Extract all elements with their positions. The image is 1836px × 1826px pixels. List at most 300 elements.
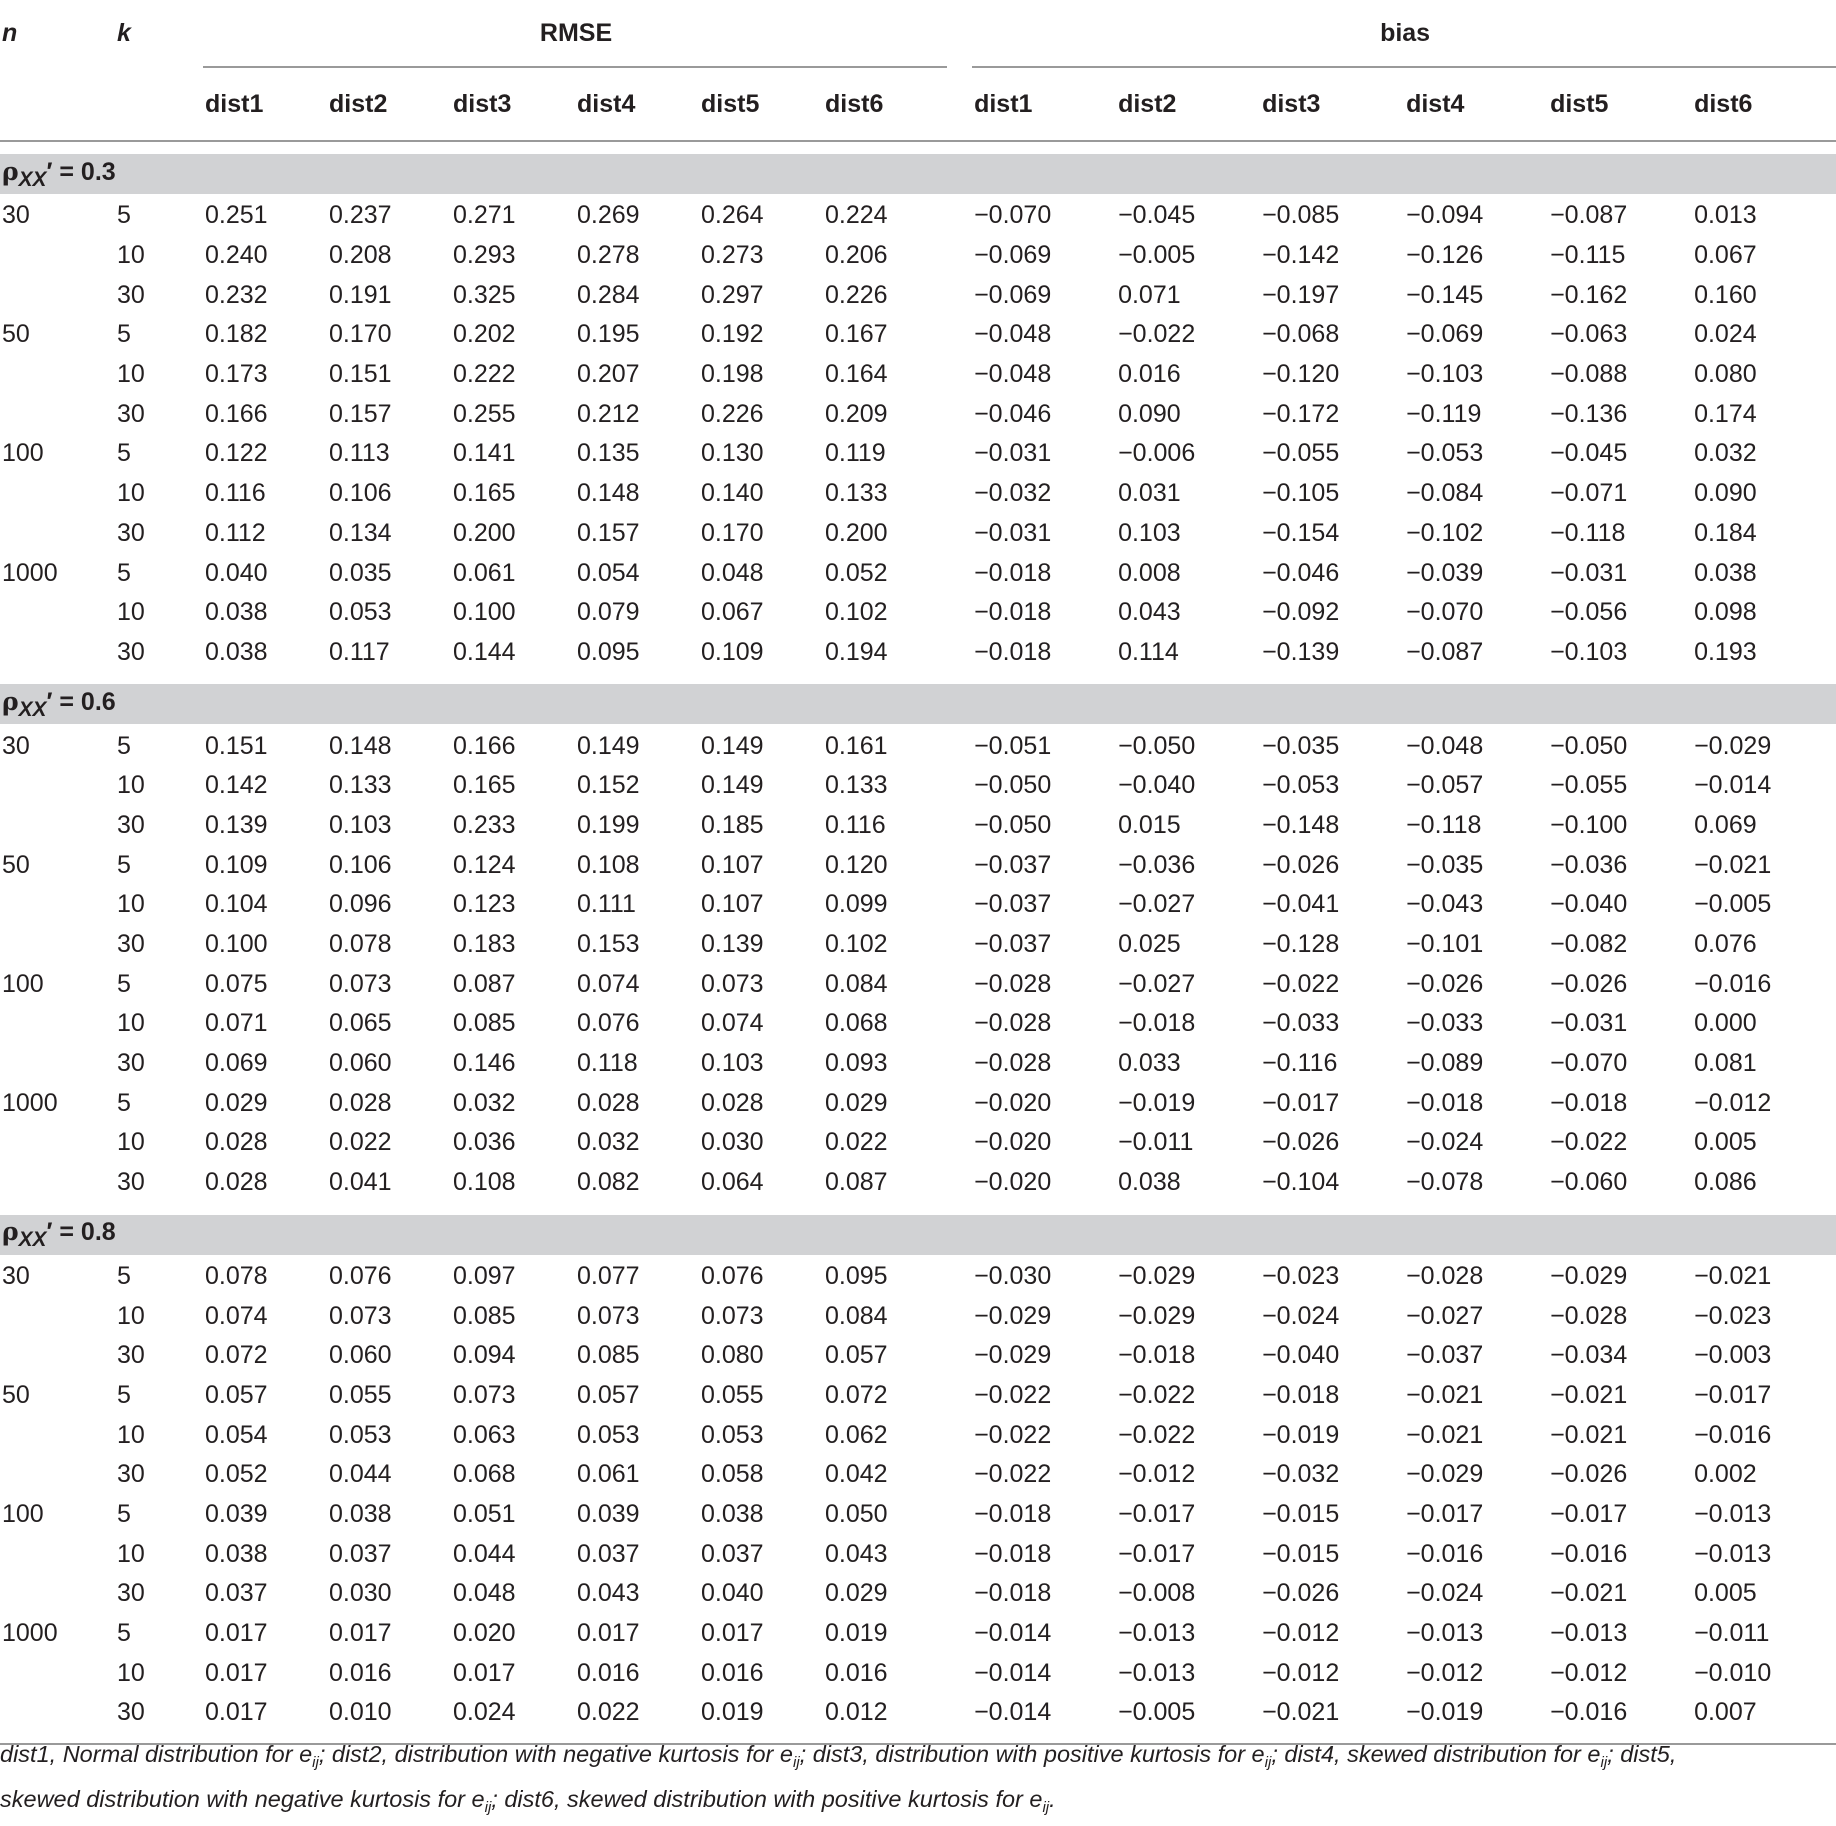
cell-bias: −0.036 [1550,850,1628,879]
cell-bias: −0.018 [1406,1088,1484,1117]
cell-gap [947,1693,972,1733]
cell-bias: −0.016 [1550,1539,1628,1568]
footnote-subscript: ij [484,1799,492,1816]
cell-gap [947,845,972,885]
section-header-row [0,684,1836,724]
cell-bias: −0.006 [1118,439,1196,468]
rho-symbol: ρ [2,1217,19,1246]
cell-rmse: 0.085 [453,1301,516,1330]
cell-bias: −0.069 [974,241,1052,270]
cell-rmse: 0.036 [453,1128,516,1157]
cell-bias: −0.050 [1118,731,1196,760]
cell-rmse: 0.099 [825,890,888,919]
cell-gap [947,1123,972,1163]
cell-bias: −0.032 [1262,1460,1340,1489]
cell-bias: −0.101 [1406,930,1484,959]
cell-bias: −0.017 [1118,1539,1196,1568]
table-row [0,514,1836,554]
cell-bias: −0.045 [1118,201,1196,230]
cell-bias: −0.029 [974,1341,1052,1370]
cell-rmse: 0.120 [825,850,888,879]
cell-bias: −0.021 [1550,1420,1628,1449]
cell-k: 30 [117,1341,145,1370]
rho-value: ′ = 0.8 [46,1218,116,1246]
cell-rmse: 0.054 [205,1420,268,1449]
cell-bias: −0.197 [1262,280,1340,309]
cell-gap [947,553,972,593]
cell-rmse: 0.095 [577,637,640,666]
cell-rmse: 0.325 [453,280,516,309]
cell-bias: −0.018 [974,637,1052,666]
cell-rmse: 0.278 [577,241,640,270]
cell-bias: −0.070 [974,201,1052,230]
cell-n [0,925,115,965]
cell-rmse: 0.085 [453,1009,516,1038]
cell-rmse: 0.084 [825,969,888,998]
cell-k: 30 [117,930,145,959]
cell-n: 50 [2,320,30,349]
cell-bias: −0.050 [974,810,1052,839]
cell-bias: −0.104 [1262,1168,1340,1197]
table-row [0,726,1836,766]
bias-col-header: dist6 [1692,67,1836,141]
table-row [0,1574,1836,1614]
cell-bias: −0.021 [1406,1380,1484,1409]
cell-bias: −0.021 [1550,1579,1628,1608]
cell-rmse: 0.191 [329,280,392,309]
cell-bias: −0.013 [1118,1658,1196,1687]
cell-bias: −0.116 [1262,1049,1338,1078]
cell-bias: −0.145 [1406,280,1484,309]
cell-rmse: 0.061 [453,558,516,587]
cell-rmse: 0.028 [329,1088,392,1117]
cell-rmse: 0.269 [577,201,640,230]
table-row [0,434,1836,474]
bias-col-header: dist1 [972,67,1116,141]
cell-rmse: 0.020 [453,1619,516,1648]
cell-bias: −0.087 [1550,201,1628,230]
cell-rmse: 0.146 [453,1049,516,1078]
cell-bias: −0.018 [974,558,1052,587]
cell-rmse: 0.113 [329,439,390,468]
cell-rmse: 0.040 [205,558,268,587]
cell-bias: −0.056 [1550,598,1628,627]
table-row [0,196,1836,236]
cell-bias: −0.142 [1262,241,1340,270]
cell-bias: 0.081 [1694,1049,1757,1078]
rho-subscript: XX [18,167,47,191]
cell-bias: 0.005 [1694,1579,1757,1608]
cell-k: 30 [117,518,145,547]
table-row [0,1123,1836,1163]
cell-rmse: 0.022 [329,1128,392,1157]
table-header [0,0,1836,141]
cell-rmse: 0.293 [453,241,516,270]
cell-gap [947,275,972,315]
cell-bias: −0.018 [1118,1341,1196,1370]
cell-bias: 0.032 [1694,439,1757,468]
cell-k: 10 [117,1009,145,1038]
cell-rmse: 0.071 [205,1009,268,1038]
cell-bias: −0.019 [1262,1420,1340,1449]
table-row [0,593,1836,633]
cell-rmse: 0.058 [701,1460,764,1489]
cell-bias: −0.020 [974,1128,1052,1157]
cell-n: 1000 [2,558,58,587]
cell-bias: 0.067 [1694,241,1757,270]
cell-gap [947,1653,972,1693]
cell-bias: −0.055 [1262,439,1340,468]
cell-rmse: 0.206 [825,241,888,270]
cell-rmse: 0.073 [453,1380,516,1409]
cell-bias: −0.070 [1406,598,1484,627]
cell-bias: −0.010 [1694,1658,1772,1687]
cell-bias: −0.013 [1694,1499,1772,1528]
cell-gap [947,1257,972,1297]
cell-gap [947,726,972,766]
cell-k: 10 [117,1128,145,1157]
cell-bias: −0.082 [1550,930,1628,959]
cell-bias: −0.092 [1262,598,1340,627]
cell-gap [947,1336,972,1376]
cell-n [0,1415,115,1455]
rmse-col-header: dist5 [699,67,823,141]
cell-n [0,474,115,514]
cell-bias: −0.041 [1262,890,1340,919]
cell-rmse: 0.010 [329,1698,392,1727]
cell-rmse: 0.038 [205,637,268,666]
cell-rmse: 0.038 [205,1539,268,1568]
cell-rmse: 0.057 [205,1380,268,1409]
cell-rmse: 0.060 [329,1341,392,1370]
cell-rmse: 0.192 [701,320,764,349]
cell-bias: −0.021 [1262,1698,1340,1727]
cell-bias: −0.024 [1262,1301,1340,1330]
cell-bias: 0.184 [1694,518,1757,547]
cell-rmse: 0.039 [577,1499,640,1528]
cell-rmse: 0.068 [453,1460,516,1489]
cell-bias: −0.063 [1550,320,1628,349]
cell-bias: −0.035 [1262,731,1340,760]
cell-rmse: 0.111 [577,890,636,919]
cell-bias: −0.068 [1262,320,1340,349]
cell-rmse: 0.017 [453,1658,516,1687]
cell-rmse: 0.108 [453,1168,516,1197]
cell-rmse: 0.185 [701,810,764,839]
cell-bias: −0.029 [1118,1261,1196,1290]
cell-n [0,806,115,846]
cell-rmse: 0.170 [329,320,392,349]
section-header-row [0,1215,1836,1255]
table-footnote [0,1736,1755,1826]
cell-bias: 0.160 [1694,280,1757,309]
cell-bias: −0.088 [1550,360,1628,389]
cell-k: 5 [117,850,131,879]
cell-bias: −0.118 [1406,810,1482,839]
cell-bias: −0.014 [974,1658,1052,1687]
cell-rmse: 0.116 [205,479,266,508]
cell-bias: −0.022 [974,1420,1052,1449]
cell-n [0,1044,115,1084]
cell-gap [947,593,972,633]
cell-bias: −0.008 [1118,1579,1196,1608]
cell-bias: 0.086 [1694,1168,1757,1197]
cell-bias: −0.013 [1694,1539,1772,1568]
cell-n [0,1336,115,1376]
cell-bias: 0.025 [1118,930,1181,959]
cell-rmse: 0.165 [453,479,516,508]
cell-rmse: 0.038 [701,1499,764,1528]
cell-rmse: 0.149 [701,731,764,760]
cell-bias: −0.071 [1550,479,1628,508]
cell-rmse: 0.040 [701,1579,764,1608]
cell-rmse: 0.043 [825,1539,888,1568]
cell-gap [947,925,972,965]
footnote-text: dist1, Normal distribution for e [0,1741,313,1767]
cell-bias: −0.046 [1262,558,1340,587]
cell-bias: −0.012 [1118,1460,1196,1489]
cell-bias: −0.019 [1118,1088,1196,1117]
cell-rmse: 0.226 [701,399,764,428]
table-row [0,394,1836,434]
footnote-text: ; dist6, skewed distribution with positive kurtosis for e [491,1786,1043,1812]
cell-rmse: 0.106 [329,479,392,508]
cell-bias: −0.037 [974,850,1052,879]
table-row [0,1257,1836,1297]
cell-bias: −0.029 [1694,731,1772,760]
cell-bias: 0.098 [1694,598,1757,627]
cell-rmse: 0.053 [701,1420,764,1449]
cell-n: 1000 [2,1088,58,1117]
cell-rmse: 0.073 [701,969,764,998]
cell-bias: 0.038 [1694,558,1757,587]
cell-bias: −0.118 [1550,518,1626,547]
cell-rmse: 0.073 [701,1301,764,1330]
cell-rmse: 0.107 [701,890,764,919]
cell-bias: −0.084 [1406,479,1484,508]
cell-rmse: 0.017 [205,1619,268,1648]
cell-rmse: 0.038 [329,1499,392,1528]
cell-rmse: 0.133 [825,771,888,800]
cell-bias: −0.032 [974,479,1052,508]
cell-rmse: 0.108 [577,850,640,879]
cell-rmse: 0.199 [577,810,640,839]
table-row [0,964,1836,1004]
cell-bias: 0.016 [1118,360,1181,389]
cell-rmse: 0.016 [329,1658,392,1687]
table-row [0,885,1836,925]
cell-bias: 0.076 [1694,930,1757,959]
cell-rmse: 0.102 [825,930,888,959]
cell-gap [947,1614,972,1654]
cell-n [0,1296,115,1336]
footnote-text: ; dist2, distribution with negative kurtosis for e [318,1741,793,1767]
cell-n: 50 [2,1380,30,1409]
cell-n [0,885,115,925]
cell-n [0,1163,115,1203]
table-row [0,474,1836,514]
footnote-subscript: ij [312,1754,319,1771]
cell-k: 30 [117,637,145,666]
cell-rmse: 0.255 [453,399,516,428]
rmse-col-header: dist2 [327,67,451,141]
cell-rmse: 0.044 [453,1539,516,1568]
cell-rmse: 0.037 [577,1539,640,1568]
cell-rmse: 0.173 [205,360,268,389]
cell-rmse: 0.151 [205,731,268,760]
cell-bias: −0.024 [1406,1128,1484,1157]
footnote-text: ; dist3, distribution with positive kurtosis for e [799,1741,1265,1767]
cell-rmse: 0.112 [205,518,266,547]
cell-rmse: 0.123 [453,890,516,919]
cell-rmse: 0.182 [205,320,268,349]
cell-rmse: 0.139 [205,810,268,839]
cell-bias: −0.031 [974,439,1052,468]
cell-n [0,766,115,806]
cell-rmse: 0.198 [701,360,764,389]
table-row [0,1653,1836,1693]
cell-k: 10 [117,890,145,919]
cell-bias: −0.016 [1694,1420,1772,1449]
cell-k: 10 [117,598,145,627]
header-bias: bias [972,0,1836,67]
cell-bias: −0.012 [1406,1658,1484,1687]
cell-bias: −0.040 [1550,890,1628,919]
cell-bias: −0.162 [1550,280,1628,309]
cell-bias: −0.017 [1118,1499,1196,1528]
cell-rmse: 0.157 [329,399,392,428]
cell-k: 30 [117,1168,145,1197]
bias-col-header: dist4 [1404,67,1548,141]
rmse-col-header: dist1 [203,67,327,141]
cell-bias: −0.070 [1550,1049,1628,1078]
cell-rmse: 0.166 [205,399,268,428]
cell-rmse: 0.104 [205,890,268,919]
cell-rmse: 0.017 [701,1619,764,1648]
cell-bias: −0.018 [974,1579,1052,1608]
cell-rmse: 0.074 [205,1301,268,1330]
section-header-row [0,154,1836,194]
cell-rmse: 0.053 [577,1420,640,1449]
cell-rmse: 0.118 [577,1049,638,1078]
cell-rmse: 0.194 [825,637,888,666]
cell-bias: 0.069 [1694,810,1757,839]
cell-rmse: 0.133 [329,771,392,800]
cell-rmse: 0.053 [329,1420,392,1449]
cell-rmse: 0.069 [205,1049,268,1078]
cell-bias: −0.027 [1118,969,1196,998]
cell-n [0,1574,115,1614]
cell-bias: −0.022 [1118,320,1196,349]
cell-bias: −0.069 [1406,320,1484,349]
cell-bias: −0.029 [1118,1301,1196,1330]
cell-rmse: 0.064 [701,1168,764,1197]
table-row [0,1415,1836,1455]
cell-rmse: 0.062 [825,1420,888,1449]
cell-bias: −0.011 [1694,1619,1770,1648]
cell-rmse: 0.017 [577,1619,640,1648]
cell-bias: −0.015 [1262,1499,1340,1528]
cell-bias: −0.035 [1406,850,1484,879]
cell-rmse: 0.207 [577,360,640,389]
cell-bias: −0.015 [1262,1539,1340,1568]
cell-bias: −0.021 [1550,1380,1628,1409]
cell-bias: −0.022 [1262,969,1340,998]
cell-bias: 0.174 [1694,399,1757,428]
cell-bias: −0.014 [974,1619,1052,1648]
section-spacer [0,141,1836,154]
cell-rmse: 0.042 [825,1460,888,1489]
cell-bias: −0.029 [1406,1460,1484,1489]
cell-bias: −0.013 [1550,1619,1628,1648]
cell-bias: −0.040 [1262,1341,1340,1370]
cell-bias: 0.114 [1118,637,1179,666]
cell-n: 1000 [2,1619,58,1648]
cell-rmse: 0.093 [825,1049,888,1078]
cell-rmse: 0.153 [577,930,640,959]
cell-rmse: 0.097 [453,1261,516,1290]
cell-rmse: 0.044 [329,1460,392,1489]
table-row [0,1336,1836,1376]
rho-value: ′ = 0.3 [46,157,116,186]
cell-n [0,1123,115,1163]
cell-bias: −0.069 [974,280,1052,309]
cell-rmse: 0.032 [577,1128,640,1157]
cell-bias: −0.105 [1262,479,1340,508]
cell-rmse: 0.195 [577,320,640,349]
cell-bias: −0.014 [974,1698,1052,1727]
cell-bias: −0.021 [1694,1261,1772,1290]
cell-bias: −0.031 [974,518,1052,547]
cell-gap [947,474,972,514]
cell-bias: −0.022 [974,1380,1052,1409]
cell-rmse: 0.030 [701,1128,764,1157]
cell-gap [947,633,972,673]
cell-rmse: 0.028 [701,1088,764,1117]
cell-bias: −0.028 [974,1009,1052,1038]
cell-gap [947,394,972,434]
cell-rmse: 0.061 [577,1460,640,1489]
cell-rmse: 0.100 [453,598,516,627]
cell-gap [947,1376,972,1416]
cell-n: 30 [2,731,30,760]
cell-bias: −0.026 [1262,1579,1340,1608]
cell-rmse: 0.200 [453,518,516,547]
cell-bias: 0.090 [1118,399,1181,428]
cell-rmse: 0.063 [453,1420,516,1449]
cell-k: 30 [117,399,145,428]
cell-bias: −0.021 [1694,850,1772,879]
cell-rmse: 0.116 [825,810,886,839]
cell-rmse: 0.212 [577,399,640,428]
cell-rmse: 0.060 [329,1049,392,1078]
cell-rmse: 0.019 [825,1619,888,1648]
cell-bias: −0.026 [1550,1460,1628,1489]
rho-value: ′ = 0.6 [46,687,116,716]
cell-bias: −0.028 [1550,1301,1628,1330]
cell-bias: −0.053 [1406,439,1484,468]
cell-bias: −0.050 [1550,731,1628,760]
cell-bias: −0.016 [1406,1539,1484,1568]
cell-k: 10 [117,1420,145,1449]
cell-rmse: 0.240 [205,241,268,270]
cell-rmse: 0.109 [205,850,268,879]
cell-rmse: 0.124 [453,850,516,879]
cell-bias: −0.031 [1550,1009,1628,1038]
cell-rmse: 0.053 [329,598,392,627]
cell-rmse: 0.078 [329,930,392,959]
cell-bias: −0.119 [1406,399,1482,428]
